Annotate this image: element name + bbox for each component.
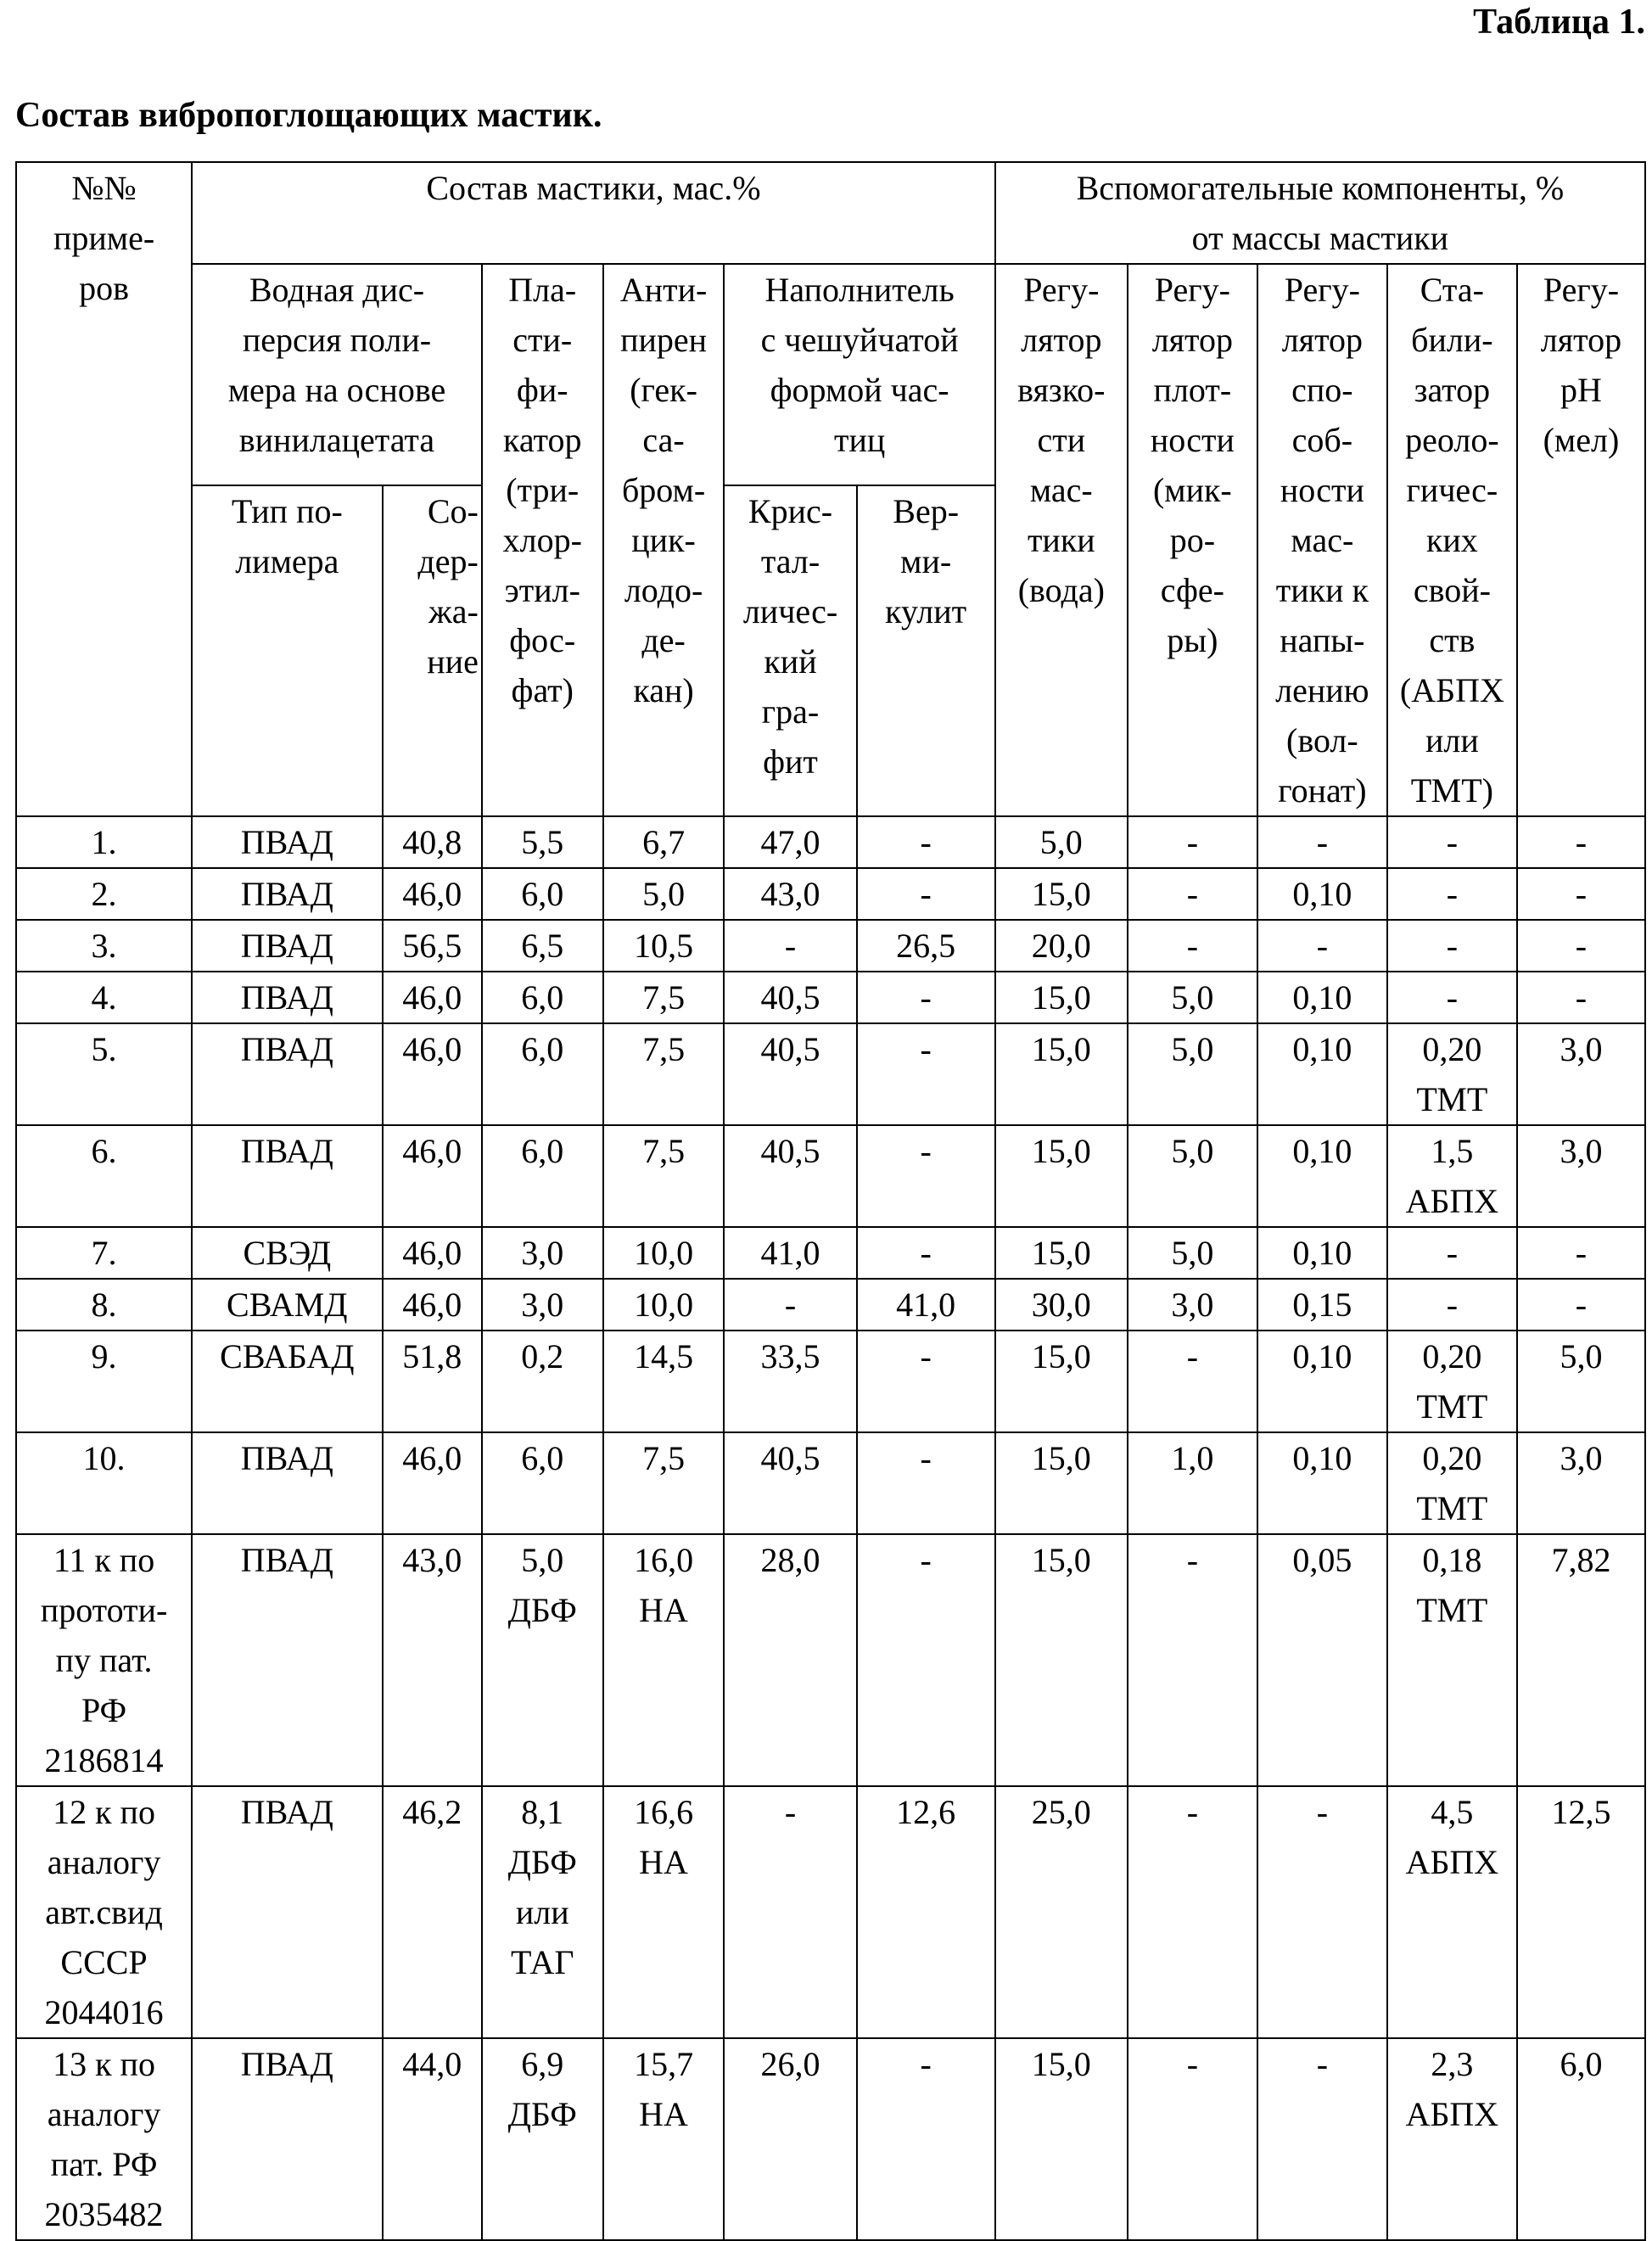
cell-polymer-type: ПВАД (192, 1125, 382, 1227)
cell-plasticizer: 6,9 ДБФ (482, 2038, 603, 2240)
cell-graphite: - (724, 1786, 856, 2038)
cell-density: 5,0 (1128, 972, 1257, 1023)
cell-plasticizer: 6,0 (482, 1125, 603, 1227)
cell-example-number: 7. (16, 1227, 192, 1279)
cell-stabilizer: 1,5 АБПХ (1387, 1125, 1517, 1227)
cell-graphite: 26,0 (724, 2038, 856, 2240)
cell-ph: - (1517, 1227, 1645, 1279)
header-plasticizer: Пла- сти- фи- катор (три- хлор- этил- фос- фат) (482, 264, 603, 816)
cell-example-number: 9. (16, 1331, 192, 1432)
cell-stabilizer: 0,20 ТМТ (1387, 1023, 1517, 1125)
cell-spray: 0,10 (1257, 1023, 1387, 1125)
table-row (16, 868, 1645, 920)
cell-stabilizer: 4,5 АБПХ (1387, 1786, 1517, 2038)
cell-polymer-type: ПВАД (192, 868, 382, 920)
cell-antipyrene: 7,5 (603, 972, 725, 1023)
cell-density: - (1128, 816, 1257, 868)
header-example-number: №№ приме- ров (16, 162, 192, 816)
cell-spray: 0,10 (1257, 1227, 1387, 1279)
cell-stabilizer: - (1387, 1227, 1517, 1279)
cell-viscosity: 15,0 (995, 1227, 1128, 1279)
cell-polymer-content: 46,0 (383, 868, 482, 920)
cell-graphite: 33,5 (724, 1331, 856, 1432)
cell-stabilizer: 2,3 АБПХ (1387, 2038, 1517, 2240)
cell-polymer-content: 43,0 (383, 1534, 482, 1786)
cell-plasticizer: 6,0 (482, 972, 603, 1023)
cell-example-number: 12 к по аналогу авт.свид СССР 2044016 (16, 1786, 192, 2038)
cell-polymer-content: 56,5 (383, 920, 482, 972)
cell-viscosity: 15,0 (995, 1331, 1128, 1432)
cell-ph: - (1517, 1279, 1645, 1331)
cell-density: - (1128, 1786, 1257, 2038)
cell-viscosity: 15,0 (995, 868, 1128, 920)
cell-graphite: 40,5 (724, 1432, 856, 1534)
cell-antipyrene: 5,0 (603, 868, 725, 920)
cell-example-number: 4. (16, 972, 192, 1023)
cell-viscosity: 25,0 (995, 1786, 1128, 2038)
cell-viscosity: 15,0 (995, 2038, 1128, 2240)
table-row (16, 1227, 1645, 1279)
cell-stabilizer: 0,18 ТМТ (1387, 1534, 1517, 1786)
cell-graphite: 28,0 (724, 1534, 856, 1786)
cell-spray: 0,10 (1257, 1331, 1387, 1432)
cell-polymer-content: 46,0 (383, 1279, 482, 1331)
cell-example-number: 11 к по прототи- пу пат. РФ 2186814 (16, 1534, 192, 1786)
table-row (16, 1331, 1645, 1432)
cell-viscosity: 20,0 (995, 920, 1128, 972)
table-row (16, 1786, 1645, 2038)
cell-vermiculite: - (857, 868, 995, 920)
cell-spray: - (1257, 920, 1387, 972)
cell-vermiculite: - (857, 972, 995, 1023)
cell-antipyrene: 16,6 НА (603, 1786, 725, 2038)
cell-viscosity: 15,0 (995, 972, 1128, 1023)
cell-plasticizer: 8,1 ДБФ или ТАГ (482, 1786, 603, 2038)
table-row (16, 1023, 1645, 1125)
header-graphite: Крис- тал- личес- кий гра- фит (724, 485, 856, 816)
cell-ph: 3,0 (1517, 1023, 1645, 1125)
header-composition: Состав мастики, мас.% (192, 162, 995, 264)
cell-vermiculite: 12,6 (857, 1786, 995, 2038)
cell-polymer-type: ПВАД (192, 920, 382, 972)
cell-polymer-type: ПВАД (192, 1534, 382, 1786)
cell-ph: 6,0 (1517, 2038, 1645, 2240)
table-body (16, 816, 1645, 2240)
cell-polymer-content: 46,0 (383, 1432, 482, 1534)
cell-example-number: 2. (16, 868, 192, 920)
cell-example-number: 1. (16, 816, 192, 868)
table-header (16, 162, 1645, 816)
cell-stabilizer: 0,20 ТМТ (1387, 1331, 1517, 1432)
cell-spray: 0,15 (1257, 1279, 1387, 1331)
cell-density: - (1128, 868, 1257, 920)
cell-ph: 5,0 (1517, 1331, 1645, 1432)
table-row (16, 816, 1645, 868)
cell-stabilizer: - (1387, 972, 1517, 1023)
cell-vermiculite: 26,5 (857, 920, 995, 972)
cell-example-number: 3. (16, 920, 192, 972)
cell-polymer-type: СВАМД (192, 1279, 382, 1331)
cell-plasticizer: 3,0 (482, 1279, 603, 1331)
cell-vermiculite: - (857, 1432, 995, 1534)
cell-density: - (1128, 2038, 1257, 2240)
cell-polymer-type: СВАБАД (192, 1331, 382, 1432)
cell-graphite: - (724, 920, 856, 972)
cell-polymer-type: ПВАД (192, 1432, 382, 1534)
header-viscosity-regulator: Регу- лятор вязко- сти мас- тики (вода) (995, 264, 1128, 816)
cell-antipyrene: 6,7 (603, 816, 725, 868)
table-row (16, 1432, 1645, 1534)
header-dispersion: Водная дис- персия поли- мера на основе винилацетата (192, 264, 482, 485)
table-row (16, 2038, 1645, 2240)
cell-spray: - (1257, 1786, 1387, 2038)
table-row (16, 1125, 1645, 1227)
cell-polymer-content: 44,0 (383, 2038, 482, 2240)
header-filler: Наполнитель с чешуйчатой формой час- тиц (724, 264, 994, 485)
cell-stabilizer: 0,20 ТМТ (1387, 1432, 1517, 1534)
header-polymer-type: Тип по- лимера (192, 485, 382, 816)
cell-spray: 0,10 (1257, 1432, 1387, 1534)
cell-plasticizer: 6,0 (482, 868, 603, 920)
cell-spray: - (1257, 816, 1387, 868)
cell-vermiculite: - (857, 1023, 995, 1125)
header-auxiliary: Вспомогательные компоненты, % от массы мастики (995, 162, 1645, 264)
cell-spray: 0,05 (1257, 1534, 1387, 1786)
cell-antipyrene: 10,5 (603, 920, 725, 972)
cell-graphite: 41,0 (724, 1227, 856, 1279)
cell-polymer-type: ПВАД (192, 1023, 382, 1125)
header-density-regulator: Регу- лятор плот- ности (мик- ро- сфе- ры) (1128, 264, 1257, 816)
header-vermiculite: Вер- ми- кулит (857, 485, 995, 816)
cell-vermiculite: - (857, 1125, 995, 1227)
header-row-1 (16, 162, 1645, 264)
cell-plasticizer: 6,0 (482, 1432, 603, 1534)
cell-density: 3,0 (1128, 1279, 1257, 1331)
cell-ph: 7,82 (1517, 1534, 1645, 1786)
cell-polymer-content: 46,0 (383, 1227, 482, 1279)
cell-viscosity: 15,0 (995, 1023, 1128, 1125)
cell-plasticizer: 5,5 (482, 816, 603, 868)
table-row (16, 1534, 1645, 1786)
cell-graphite: 47,0 (724, 816, 856, 868)
cell-stabilizer: - (1387, 868, 1517, 920)
cell-plasticizer: 3,0 (482, 1227, 603, 1279)
cell-example-number: 6. (16, 1125, 192, 1227)
header-polymer-content: Со- дер- жа- ние (383, 485, 482, 816)
header-stabilizer: Ста- били- затор реоло- гичес- ких свой- ств (АБПХ или ТМТ) (1387, 264, 1517, 816)
cell-ph: - (1517, 972, 1645, 1023)
cell-density: 5,0 (1128, 1227, 1257, 1279)
header-spray-regulator: Регу- лятор спо- соб- ности мас- тики к напы- лению (вол- гонат) (1257, 264, 1387, 816)
cell-spray: 0,10 (1257, 972, 1387, 1023)
cell-antipyrene: 7,5 (603, 1023, 725, 1125)
cell-polymer-content: 46,0 (383, 972, 482, 1023)
table-row (16, 920, 1645, 972)
cell-vermiculite: 41,0 (857, 1279, 995, 1331)
cell-polymer-content: 46,0 (383, 1125, 482, 1227)
cell-spray: - (1257, 2038, 1387, 2240)
cell-density: - (1128, 1331, 1257, 1432)
table-caption: Таблица 1. (1473, 2, 1645, 42)
cell-ph: 3,0 (1517, 1432, 1645, 1534)
cell-antipyrene: 7,5 (603, 1432, 725, 1534)
cell-vermiculite: - (857, 1331, 995, 1432)
header-ph-regulator: Регу- лятор рН (мел) (1517, 264, 1645, 816)
cell-example-number: 5. (16, 1023, 192, 1125)
cell-density: - (1128, 1534, 1257, 1786)
cell-density: 5,0 (1128, 1023, 1257, 1125)
cell-graphite: 40,5 (724, 1023, 856, 1125)
cell-antipyrene: 14,5 (603, 1331, 725, 1432)
cell-example-number: 8. (16, 1279, 192, 1331)
cell-density: 5,0 (1128, 1125, 1257, 1227)
cell-polymer-type: ПВАД (192, 2038, 382, 2240)
cell-polymer-content: 40,8 (383, 816, 482, 868)
cell-polymer-type: ПВАД (192, 1786, 382, 2038)
cell-plasticizer: 6,0 (482, 1023, 603, 1125)
table-row (16, 1279, 1645, 1331)
table-row (16, 972, 1645, 1023)
cell-graphite: 40,5 (724, 1125, 856, 1227)
cell-polymer-content: 51,8 (383, 1331, 482, 1432)
cell-example-number: 13 к по аналогу пат. РФ 2035482 (16, 2038, 192, 2240)
cell-antipyrene: 10,0 (603, 1279, 725, 1331)
cell-spray: 0,10 (1257, 868, 1387, 920)
cell-ph: - (1517, 920, 1645, 972)
cell-ph: 12,5 (1517, 1786, 1645, 2038)
cell-graphite: - (724, 1279, 856, 1331)
cell-antipyrene: 16,0 НА (603, 1534, 725, 1786)
cell-antipyrene: 7,5 (603, 1125, 725, 1227)
cell-stabilizer: - (1387, 816, 1517, 868)
cell-viscosity: 15,0 (995, 1125, 1128, 1227)
cell-polymer-content: 46,0 (383, 1023, 482, 1125)
cell-stabilizer: - (1387, 920, 1517, 972)
cell-spray: 0,10 (1257, 1125, 1387, 1227)
cell-polymer-type: ПВАД (192, 972, 382, 1023)
cell-viscosity: 5,0 (995, 816, 1128, 868)
cell-vermiculite: - (857, 1227, 995, 1279)
cell-antipyrene: 15,7 НА (603, 2038, 725, 2240)
cell-ph: - (1517, 816, 1645, 868)
cell-ph: 3,0 (1517, 1125, 1645, 1227)
cell-antipyrene: 10,0 (603, 1227, 725, 1279)
cell-stabilizer: - (1387, 1279, 1517, 1331)
mastic-composition-table (15, 161, 1646, 2241)
cell-viscosity: 15,0 (995, 1432, 1128, 1534)
cell-polymer-content: 46,2 (383, 1786, 482, 2038)
cell-plasticizer: 0,2 (482, 1331, 603, 1432)
cell-example-number: 10. (16, 1432, 192, 1534)
cell-ph: - (1517, 868, 1645, 920)
cell-plasticizer: 6,5 (482, 920, 603, 972)
cell-viscosity: 15,0 (995, 1534, 1128, 1786)
header-antipyrene: Анти- пирен (гек- са- бром- цик- лодо- де- кан) (603, 264, 725, 816)
cell-vermiculite: - (857, 1534, 995, 1786)
cell-density: 1,0 (1128, 1432, 1257, 1534)
cell-graphite: 40,5 (724, 972, 856, 1023)
cell-density: - (1128, 920, 1257, 972)
cell-plasticizer: 5,0 ДБФ (482, 1534, 603, 1786)
cell-graphite: 43,0 (724, 868, 856, 920)
cell-viscosity: 30,0 (995, 1279, 1128, 1331)
cell-polymer-type: ПВАД (192, 816, 382, 868)
cell-polymer-type: СВЭД (192, 1227, 382, 1279)
cell-vermiculite: - (857, 2038, 995, 2240)
table-title: Состав вибропоглощающих мастик. (15, 95, 602, 136)
cell-vermiculite: - (857, 816, 995, 868)
header-row-2 (16, 264, 1645, 485)
